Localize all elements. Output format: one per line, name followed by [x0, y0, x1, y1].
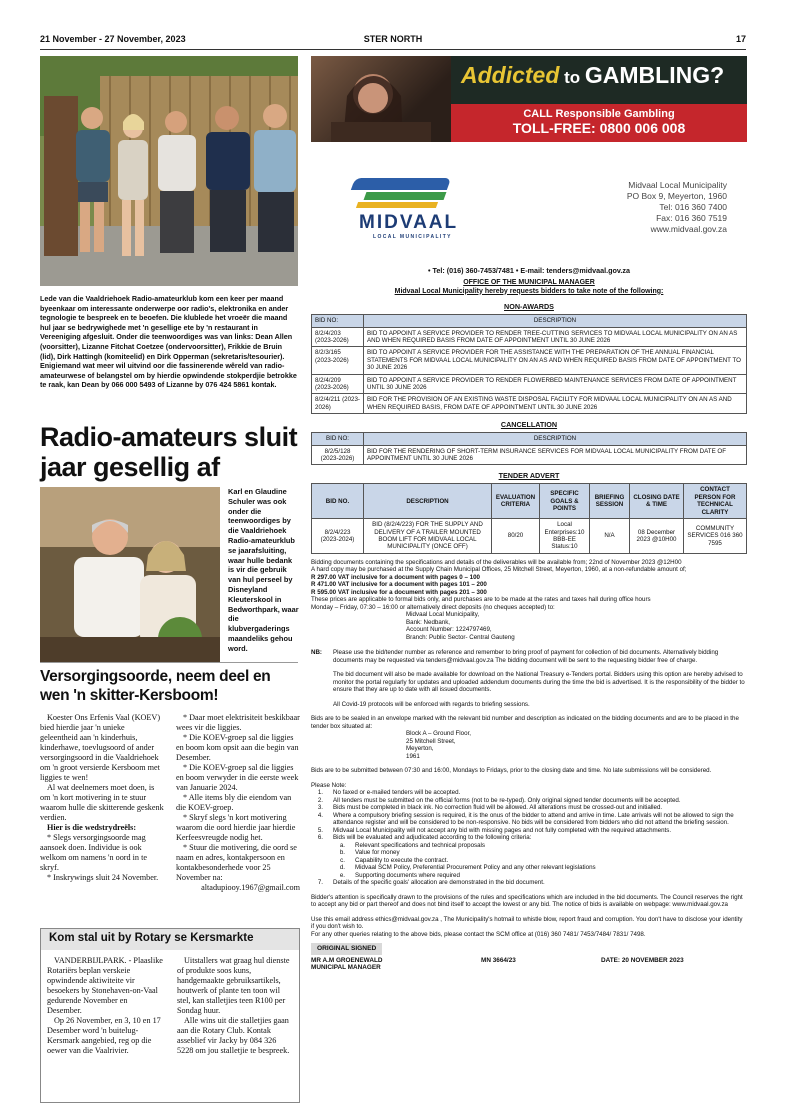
- ad-call-strip: [451, 104, 747, 142]
- contact-line: Midvaal Local Municipality: [628, 180, 727, 190]
- table-header-row: [312, 433, 747, 445]
- bid-number: 8/2/4/223 (2023-2024): [312, 519, 364, 554]
- table-header-row: [312, 315, 747, 327]
- contact-line: PO Box 9, Meyerton, 1960: [626, 191, 727, 201]
- christmas-tree-headline: Versorgingsoorde, neem deel en wen 'n skitter-Kersboom!: [40, 668, 271, 704]
- list-item: 1. No faxed or e-mailed tenders will be accepted.: [317, 789, 461, 797]
- article-subheading: Hier is die wedstrydreëls:: [47, 823, 137, 832]
- article-paragraph: Op 26 November, en 3, 10 en 17 Desember word 'n buitelug-Kersmark aangebied, reg op die oewer van die Vaalrivier.: [47, 1016, 161, 1055]
- article-paragraph: Koester Ons Erfenis Vaal (KOEV) bied hierdie jaar 'n unieke geleentheid aan 'n kinderhuis, kinderhawe, toevlugsoord of ander versorgingsoord in die Vaaldriehoek om 'n groot versierde Kersboom met liggies te wen!: [40, 713, 161, 782]
- notes-list: [311, 789, 747, 887]
- evaluation-criteria: 80/20: [492, 519, 540, 554]
- tender-advert-title: TENDER ADVERT: [498, 471, 560, 481]
- article-paragraph: Alle wins uit die stalletjies gaan aan die Rotary Club. Kontak asseblief vir Jacky by 084 326 5228 om jou stalletjie te bespreek.: [177, 1016, 290, 1055]
- price-line: R 471.00 VAT inclusive for a document with pages 101 – 200: [311, 581, 487, 589]
- bid-description: BID TO APPOINT A SERVICE PROVIDER FOR THE ASSISTANCE WITH THE PREPARATION OF THE ANNUAL FINANCIAL STATEMENTS FOR MIDVAAL LOCAL MUNICIPALITY ON AN AS AND WHEN REQUIRED BASIS FROM DATE OF APPOINTMENT TO 30 JUNE 2026: [364, 347, 747, 374]
- table-row: [312, 327, 747, 347]
- availability-text: Bidding documents containing the specifications and details of the deliverables will be available from; 22nd of November 2023 @12H00: [311, 558, 682, 566]
- midvaal-logo: [341, 172, 461, 242]
- original-signed-badge: ORIGINAL SIGNED: [311, 943, 382, 955]
- bid-number: 8/2/3/165 (2023-2026): [312, 347, 364, 374]
- column-header: BRIEFING SESSION: [590, 484, 630, 519]
- cancellation-title: CANCELLATION: [500, 420, 558, 430]
- ad-photo: [311, 56, 451, 142]
- column-header: DESCRIPTION: [364, 315, 747, 327]
- list-item: b. Value for money: [339, 849, 400, 857]
- issue-date: 21 November - 27 November, 2023: [40, 34, 186, 44]
- list-item: a. Relevant specifications and technical proposals: [339, 841, 486, 849]
- bid-number: 8/2/5/128 (2023-2026): [312, 445, 364, 465]
- article-paragraph: * Die KOEV-groep sal die liggies en boom verwyder in die eerste week van Januarie 2024.: [176, 763, 299, 792]
- address-line: Meyerton,: [406, 745, 434, 753]
- bid-description: BID FOR THE PROVISION OF AN EXISTING WASTE DISPOSAL FACILITY FOR MIDVAAL LOCAL MUNICIPALITY ON AN AS AND WHEN REQUIRED BASIS, FROM DATE OF APPOINTMENT UNTIL 30 JUNE 2026: [364, 394, 747, 414]
- rotary-article-box: [40, 928, 300, 1103]
- notice-date: DATE: 20 NOVEMBER 2023: [601, 956, 684, 964]
- list-item: d. Midvaal SCM Policy, Preferential Procurement Policy and any other relevant legislations: [339, 864, 596, 872]
- queries-text: For any other queries relating to the above bids, please contact the SCM office at (016) 360 7481/ 7453/7484/ 7831/ 7498.: [311, 930, 646, 938]
- article-paragraph: * Daar moet elektrisiteit beskikbaar wees vir die liggies.: [176, 713, 300, 732]
- midvaal-letterhead: [311, 152, 747, 262]
- hard-copy-text: A hard copy may be purchased at the Supply Chain Municipal Offices, 25 Mitchell Street, Meyerton, 1960, at a non-refundable amount of;: [311, 566, 687, 574]
- article-paragraph: * Die KOEV-groep sal die liggies en boom kom opsit aan die begin van Desember.: [176, 733, 299, 762]
- cancellation-table: [311, 432, 747, 465]
- signer-title: MUNICIPAL MANAGER: [311, 964, 381, 972]
- office-title: OFFICE OF THE MUNICIPAL MANAGER: [463, 279, 595, 286]
- ad-title-addicted: Addicted: [461, 62, 560, 88]
- office-hours-text: Monday – Friday, 07:30 – 16:00 or alternatively direct deposits (no cheques accepted) to:: [311, 603, 555, 611]
- column-header: BID NO.: [312, 484, 364, 519]
- responsible-gambling-ad[interactable]: [311, 56, 747, 142]
- bank-detail: Branch: Public Sector- Central Gauteng: [406, 633, 515, 641]
- bid-description: BID (8/2/4/223) FOR THE SUPPLY AND DELIVERY OF A TRAILER MOUNTED BOOM LIFT FOR MIDVAAL LOCAL MUNICIPALITY (ONCE OFF): [364, 519, 492, 554]
- nb-label: NB:: [311, 649, 322, 657]
- rotary-article-col2: [177, 956, 293, 1056]
- bank-detail: Account Number: 1224797469,: [406, 626, 492, 634]
- signer-name: MR A.M GROENEWALD: [311, 956, 383, 964]
- bid-description: BID TO APPOINT A SERVICE PROVIDER TO RENDER TREE-CUTTING SERVICES TO MIDVAAL LOCAL MUNICIPALITY ON AN AS AND WHEN REQUIRED BASIS FROM DATE OF APPOINTMENT UNTIL 30 JUNE 2026: [364, 327, 747, 347]
- column-header: BID NO:: [312, 433, 364, 445]
- office-subtitle: Midvaal Local Municipality hereby requests bidders to take note of the following:: [394, 287, 664, 295]
- article-paragraph: * Alle items bly die eiendom van die KOEV-groep.: [176, 793, 292, 812]
- midvaal-logo-sub: LOCAL MUNICIPALITY: [373, 234, 452, 240]
- midvaal-contact-block: [627, 180, 727, 235]
- radio-amateurs-headline: Radio-amateurs sluit jaar gesellig af: [40, 422, 298, 482]
- list-item: 7. Details of the specific goals' allocation are demonstrated in the bid document.: [317, 879, 545, 887]
- section-divider: [40, 662, 298, 663]
- publication-name: STER NORTH: [363, 34, 423, 44]
- signature-block: [311, 957, 747, 975]
- attention-text: Bidder's attention is specifically drawn to the provisions of the rules and specifications which are included in the bid documents. The Council reserves the right to accept any bid or part thereof and does not bind itself to accept the lowest or any bid. The notice of bids is available on webpage: www.midvaal.gov.za: [311, 893, 743, 909]
- office-hours-text: These prices are applicable to formal bids only, and purchases are to be made at the rates and taxes hall during office hours: [311, 596, 651, 604]
- column-header: EVALUATION CRITERIA: [492, 484, 540, 519]
- non-awards-table: [311, 314, 747, 414]
- price-line: R 595.00 VAT inclusive for a document with pages 201 – 300: [311, 588, 487, 596]
- article-paragraph: * Stuur die motivering, die oord se naam en adres, kontakpersoon en kontakbesonderhede voor 25 November na:: [176, 843, 297, 882]
- list-item: 4. Where a compulsory briefing session is required, it is the onus of the bidder to attend and arrive in time. Late arrivals will not be allowed to sign the attendance register and will be considered to be non-responsive. No bids will be considered from bidders who did not attend the briefing session.: [317, 811, 734, 827]
- briefing-session: N/A: [590, 519, 630, 554]
- rotary-headline: Kom stal uit by Rotary se Kersmarkte: [41, 929, 299, 950]
- ad-title-to: to: [559, 68, 585, 87]
- contact-email[interactable]: altadupiooy.1967@gmail.com: [201, 883, 300, 892]
- article-paragraph: Uitstallers wat graag hul dienste of produkte soos kuns, handgemaakte gebruiksartikels, houtwerk of plante ten toon wil stel, kan stalletjies teen R100 per Sondag huur.: [177, 956, 290, 1015]
- midvaal-logo-name: MIDVAAL: [359, 212, 459, 233]
- list-item: 5. Midvaal Local Municipality will not accept any bid with missing pages and not fully completed with the required attachments.: [317, 826, 672, 834]
- ad-call-line: CALL Responsible Gambling: [523, 108, 675, 120]
- bid-description: BID TO APPOINT A SERVICE PROVIDER TO RENDER FLOWERBED MAINTENANCE SERVICES FROM DATE OF APPOINTMENT UNTIL 30 JUNE 2026: [364, 374, 747, 394]
- page-number: 17: [735, 34, 746, 44]
- christmas-tree-article-col1: [40, 713, 164, 883]
- bank-detail: Midvaal Local Municipality,: [406, 611, 480, 619]
- technical-contact: COMMUNITY SERVICES 016 360 7595: [684, 519, 747, 554]
- bank-detail: Bank: Nedbank,: [406, 618, 451, 626]
- bid-number: 8/2/4/211 (2023-2026): [312, 394, 364, 414]
- ad-title-gambling: GAMBLING?: [584, 62, 725, 88]
- page-header: [40, 34, 746, 48]
- nb-text: Please use the bid/tender number as reference and remember to bring proof of payment for collection of bid documents. Alternatively bidding documents may be requested via tenders@midvaal.gov.za The bidding document will be sent to the requesting bidder free of charge.: [333, 649, 719, 664]
- schuler-couple-caption: Karl en Glaudine Schuler was ook onder die teenwoordiges by die Vaaldriehoek Radio-amateurklub se jaarafsluiting, waar hulle bedank is vir die gebruik van hul perseel by Disneyland Kleuterskool in Bedworthpark, waar die klubvergaderings maandeliks gehou word.: [228, 487, 299, 653]
- office-heading: [311, 279, 747, 296]
- column-header: CLOSING DATE & TIME: [630, 484, 684, 519]
- schuler-couple-photo: [40, 487, 220, 663]
- article-paragraph: * Skryf slegs 'n kort motivering waarom die oord hierdie jaar hierdie Kerfeesvreugde nodig het.: [176, 813, 296, 842]
- price-line: R 297.00 VAT inclusive for a document with pages 0 – 100: [311, 573, 480, 581]
- article-paragraph: * Inskrywings sluit 24 November.: [47, 873, 159, 882]
- table-row: [312, 394, 747, 414]
- midvaal-tender-notice: [311, 152, 747, 975]
- address-line: 1961: [406, 752, 420, 760]
- club-members-caption: Lede van die Vaaldriehoek Radio-amateurklub kom een keer per maand byeenkaar om interessante onderwerpe oor radio's, elektronika en ander tegnologie te bespreek en te beoefen. Die klublede het vroeër die maand hul jaar se bedrywighede met 'n gesellige ete by 'n restaurant in Vereeniging afgesluit. Onder die teenwoordiges was van links: Dean Allen (voorsitter), Lizanne Fitchat Coetzee (ondervoorsitter), Frikkie de Bruin (lid), Dirk Hattingh (komiteelid) en Dirk Opperman (sekretaris/tesourier). Enigiemand wat meer wil uitvind oor die fassinerende wêreld van radio-amateurwese of belangstel om by hierdie opwindende stokperdjie betrokke te raak, kan Dean by 066 000 5493 of Lizanne by 076 424 5861 kontak.: [40, 294, 297, 390]
- submission-text: Bids are to be submitted between 07:30 and 16:00, Mondays to Fridays, prior to the closing date and time. No late submissions will be considered.: [311, 767, 712, 775]
- list-item: c. Capability to execute the contract.: [340, 856, 449, 864]
- list-item: e. Supporting documents where required: [339, 871, 460, 879]
- table-row: [312, 445, 747, 465]
- christmas-tree-article-col2: [176, 713, 300, 893]
- article-paragraph: * Slegs versorgingsoorde mag aansoek doen. Individue is ook welkom om namens 'n oord in te skryf.: [40, 833, 147, 872]
- article-paragraph: VANDERBIJLPARK. - Plaaslike Rotariërs beplan verskeie opwindende aktiwiteite vir besoekers by Stonehaven-on-Vaal gedurende November en Desember.: [47, 956, 163, 1015]
- ethics-text: Use this email address ethics@midvaal.gov.za , The Municipality's hotmail to whistle blow, report fraud and corruption. You don't have to disclose your identity if you don't wish to.: [311, 915, 743, 931]
- tender-contact-line: • Tel: (016) 360-7453/7481 • E-mail: tenders@midvaal.gov.za: [428, 266, 630, 275]
- nb-note: [311, 649, 747, 708]
- contact-website[interactable]: www.midvaal.gov.za: [650, 224, 727, 234]
- notice-number: MN 3664/23: [481, 956, 516, 964]
- column-header: DESCRIPTION: [364, 484, 492, 519]
- club-members-photo: [40, 56, 298, 286]
- table-header-row: [312, 484, 747, 519]
- bid-number: 8/2/4/209 (2023-2026): [312, 374, 364, 394]
- closing-date: 08 December 2023 @10H00: [630, 519, 684, 554]
- bid-description: BID FOR THE RENDERING OF SHORT-TERM INSURANCE SERVICES FOR MIDVAAL LOCAL MUNICIPALITY FROM DATE OF APPOINTMENT UNTIL 30 JUNE 2026: [364, 445, 747, 465]
- article-paragraph: Al wat deelnemers moet doen, is om 'n kort motivering in te stuur waarom hulle die skitterende geskenk verdien.: [40, 783, 164, 822]
- column-header: BID NO:: [312, 315, 364, 327]
- bid-number: 8/2/4/203 (2023-2026): [312, 327, 364, 347]
- rotary-article-col1: [47, 956, 163, 1056]
- table-row: [312, 374, 747, 394]
- column-header: SPECIFIC GOALS & POINTS: [540, 484, 590, 519]
- notes-title: Please Note:: [311, 781, 347, 789]
- tender-advert-table: [311, 483, 747, 553]
- ad-title: [461, 62, 739, 89]
- covid-text: All Covid-19 protocols will be enforced with regards to briefing sessions.: [333, 700, 530, 708]
- sealed-bid-text: Bids are to be sealed in an envelope marked with the relevant bid number and description as indicated on the bidding documents and are to be placed in the tender box situated at:: [311, 715, 739, 730]
- etenders-text: The bid document will also be made available for download on the National Treasury e-Tenders portal. Bidders using this option are hereby advised to monitor the portal regularly for updates and uploaded addendum documents during the time the bid is advertised. It is the responsibility of the bidder to ensure that they are up to date with all issued documents.: [333, 671, 745, 694]
- non-awards-title: NON-AWARDS: [504, 302, 554, 312]
- address-line: 25 Mitchell Street,: [406, 737, 456, 745]
- contact-line: Tel: 016 360 7400: [659, 202, 727, 212]
- column-header: CONTACT PERSON FOR TECHNICAL CLARITY: [684, 484, 747, 519]
- list-item: 6. Bids will be evaluated and adjudicated according to the following criteria:: [317, 834, 532, 842]
- list-item: 3. Bids must be completed in black ink. No correction fluid will be allowed. All alterations must be crossed-out and initialled.: [317, 804, 663, 812]
- list-item: 2. All tenders must be submitted on the official forms (not to be re-typed). Only original signed tender documents will be accepted.: [317, 796, 681, 804]
- table-row: [312, 519, 747, 554]
- header-rule: [40, 49, 746, 50]
- tender-body: [311, 559, 747, 975]
- column-header: DESCRIPTION: [364, 433, 747, 445]
- ad-tollfree-line[interactable]: TOLL-FREE: 0800 006 008: [512, 120, 686, 136]
- contact-line: Fax: 016 360 7519: [656, 213, 727, 223]
- table-row: [312, 347, 747, 374]
- specific-goals: Local Enterprises:10 BBB-EE Status:10: [540, 519, 590, 554]
- address-line: Block A – Ground Floor,: [406, 730, 472, 738]
